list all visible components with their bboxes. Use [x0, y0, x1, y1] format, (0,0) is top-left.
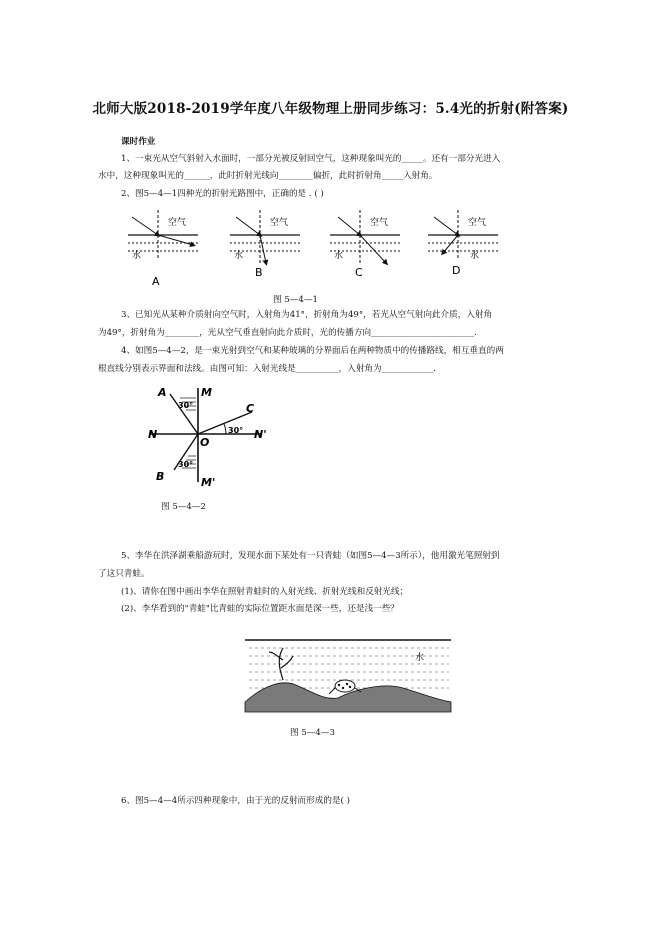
- panel-b: [230, 210, 300, 279]
- page-title: 北师大版2018-2019学年度八年级物理上册同步练习：5.4光的折射(附答案): [92, 101, 569, 117]
- label-b: B: [255, 266, 263, 279]
- angle-label-top: 30°: [178, 401, 194, 410]
- panel-c: [330, 210, 400, 279]
- figure-5-4-2-caption: 图 5—4—2: [161, 502, 206, 512]
- section-heading: 课时作业: [121, 137, 156, 147]
- water-label-d: 水: [470, 251, 480, 261]
- figure-5-4-1-caption: 图 5—4—1: [273, 295, 318, 305]
- question-4-line-2: 根直线分别表示界面和法线。由图可知：入射光线是__________，入射角为____________.: [98, 364, 436, 374]
- point-o-label: O: [200, 436, 210, 449]
- point-n-label: N: [148, 428, 158, 441]
- question-6-line: 6、图5—4—4所示四种现象中，由于光的反射而形成的是( ): [121, 796, 350, 806]
- question-4-line-1: 4、如图5—4—2，是一束光射到空气和某种玻璃的分界面后在两种物质中的传播路线，相互垂直的两: [121, 346, 504, 356]
- air-label-b: 空气: [270, 218, 289, 228]
- point-n-prime-label: N': [254, 428, 267, 441]
- water-label-c: 水: [334, 251, 344, 261]
- question-3-line-2: 为49°，折射角为________，光从空气垂直射向此介质时，光的传播方向________________________.: [98, 328, 477, 338]
- point-b-label: B: [156, 470, 165, 483]
- angle-label-bottom: 30°: [178, 460, 194, 469]
- point-a-label: A: [158, 386, 167, 399]
- water-label-a: 水: [132, 251, 142, 261]
- question-2-line: 2、图5—4—1四种光的折射光路图中，正确的是 . ( ): [121, 189, 324, 199]
- label-a: A: [152, 275, 160, 288]
- question-1-line-1: 1、一束光从空气斜射入水面时，一部分光被反射回空气，这种现象叫光的_____。还有一部分光进入: [121, 154, 501, 164]
- water-label-b: 水: [234, 251, 244, 261]
- figure-5-4-3: [243, 630, 453, 715]
- air-label-a: 空气: [168, 218, 187, 228]
- air-label-c: 空气: [370, 218, 389, 228]
- question-1-line-2: 水中，这种现象叫光的______，此时折射光线向________偏折，此时折射角_____入射角。: [98, 171, 438, 181]
- figure-5-4-3-caption: 图 5—4—3: [290, 728, 335, 738]
- point-m-label: M: [201, 386, 212, 399]
- question-5-sub-2: (2)、李华看到的"青蛙"比青蛙的实际位置距水面是深一些，还是浅一些？: [121, 604, 399, 614]
- label-c: C: [355, 266, 363, 279]
- angle-label-right: 30°: [228, 426, 244, 435]
- air-label-d: 空气: [468, 218, 487, 228]
- question-5-line-1: 5、李华在洪泽湖乘船游玩时，发现水面下某处有一只青蛙（如图5—4—3所示），他用激光笔照射到: [121, 551, 500, 561]
- figure-5-4-2: [140, 382, 280, 494]
- question-5-sub-1: (1)、请你在图中画出李华在照射青蛙时的入射光线、折射光线和反射光线；: [121, 587, 409, 597]
- panel-a: [128, 210, 198, 288]
- point-c-label: C: [246, 402, 255, 415]
- figure-5-4-1: [118, 205, 518, 295]
- point-m-prime-label: M': [201, 476, 216, 489]
- question-3-line-1: 3、已知光从某种介质射向空气时，入射角为41°，折射角为49°，若光从空气射向此介质，入射角: [121, 310, 493, 320]
- question-5-line-2: 了这只青蛙。: [98, 569, 150, 579]
- water-label-fig3: 水: [415, 653, 425, 663]
- panel-d: [428, 210, 498, 277]
- label-d: D: [452, 264, 461, 277]
